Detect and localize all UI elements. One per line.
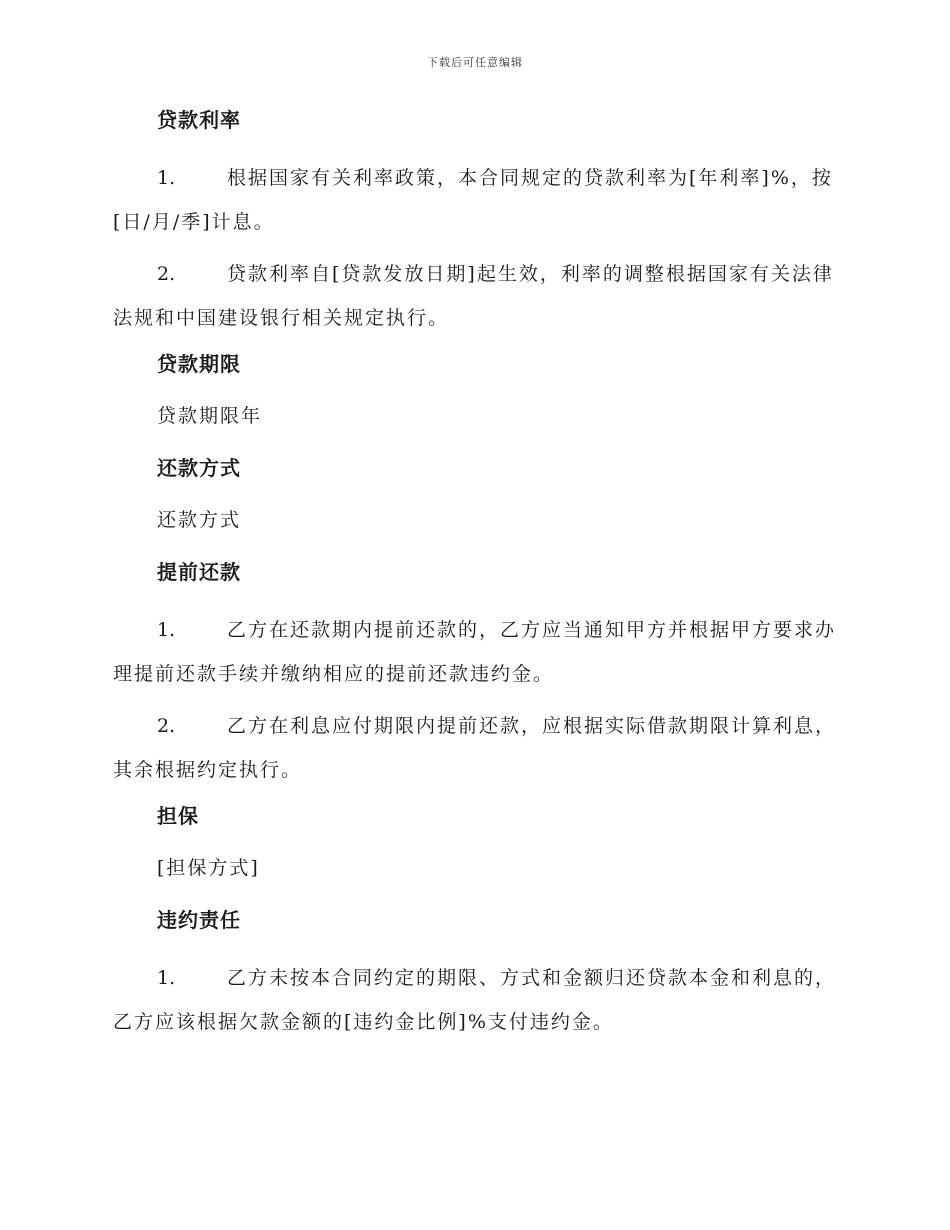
section-heading: 贷款利率 (157, 108, 241, 132)
page-header: 下载后可任意编辑 (427, 56, 523, 69)
section-default-liability (113, 904, 838, 1044)
section-loan-term (113, 348, 838, 432)
section-body: 还款方式 (157, 509, 242, 531)
list-item (113, 704, 838, 792)
list-item (113, 252, 838, 340)
item-text: 乙方在利息应付期限内提前还款，应根据实际借款期限计算利息，其余根据约定执行。 (113, 715, 837, 781)
list-item (113, 956, 838, 1044)
section-heading: 贷款期限 (157, 352, 241, 376)
section-early-repayment (113, 556, 838, 792)
item-text: 乙方未按本合同约定的期限、方式和金额归还贷款本金和利息的，乙方应该根据欠款金额的[违约金比例]%支付违约金。 (113, 967, 837, 1033)
list-item (113, 156, 838, 244)
section-body: 贷款期限年 (157, 405, 263, 427)
section-guarantee (113, 800, 838, 884)
list-item (113, 608, 838, 696)
section-body: [担保方式] (157, 857, 260, 879)
section-heading: 提前还款 (157, 560, 241, 584)
section-heading: 还款方式 (157, 456, 241, 480)
section-heading: 违约责任 (157, 908, 241, 932)
item-text: 乙方在还款期内提前还款的，乙方应当通知甲方并根据甲方要求办理提前还款手续并缴纳相应的提前还款违约金。 (113, 619, 837, 685)
section-repayment-method (113, 452, 838, 536)
item-number: 2. (157, 263, 176, 285)
item-number: 2. (157, 715, 176, 737)
section-loan-rate (113, 104, 838, 340)
section-heading: 担保 (157, 804, 199, 828)
item-number: 1. (157, 619, 176, 641)
item-number: 1. (157, 167, 176, 189)
item-number: 1. (157, 967, 176, 989)
item-text: 贷款利率自[贷款发放日期]起生效，利率的调整根据国家有关法律法规和中国建设银行相关规定执行。 (113, 263, 834, 329)
item-text: 根据国家有关利率政策，本合同规定的贷款利率为[年利率]%，按[日/月/季]计息。 (113, 167, 833, 233)
document-body (113, 104, 838, 1052)
